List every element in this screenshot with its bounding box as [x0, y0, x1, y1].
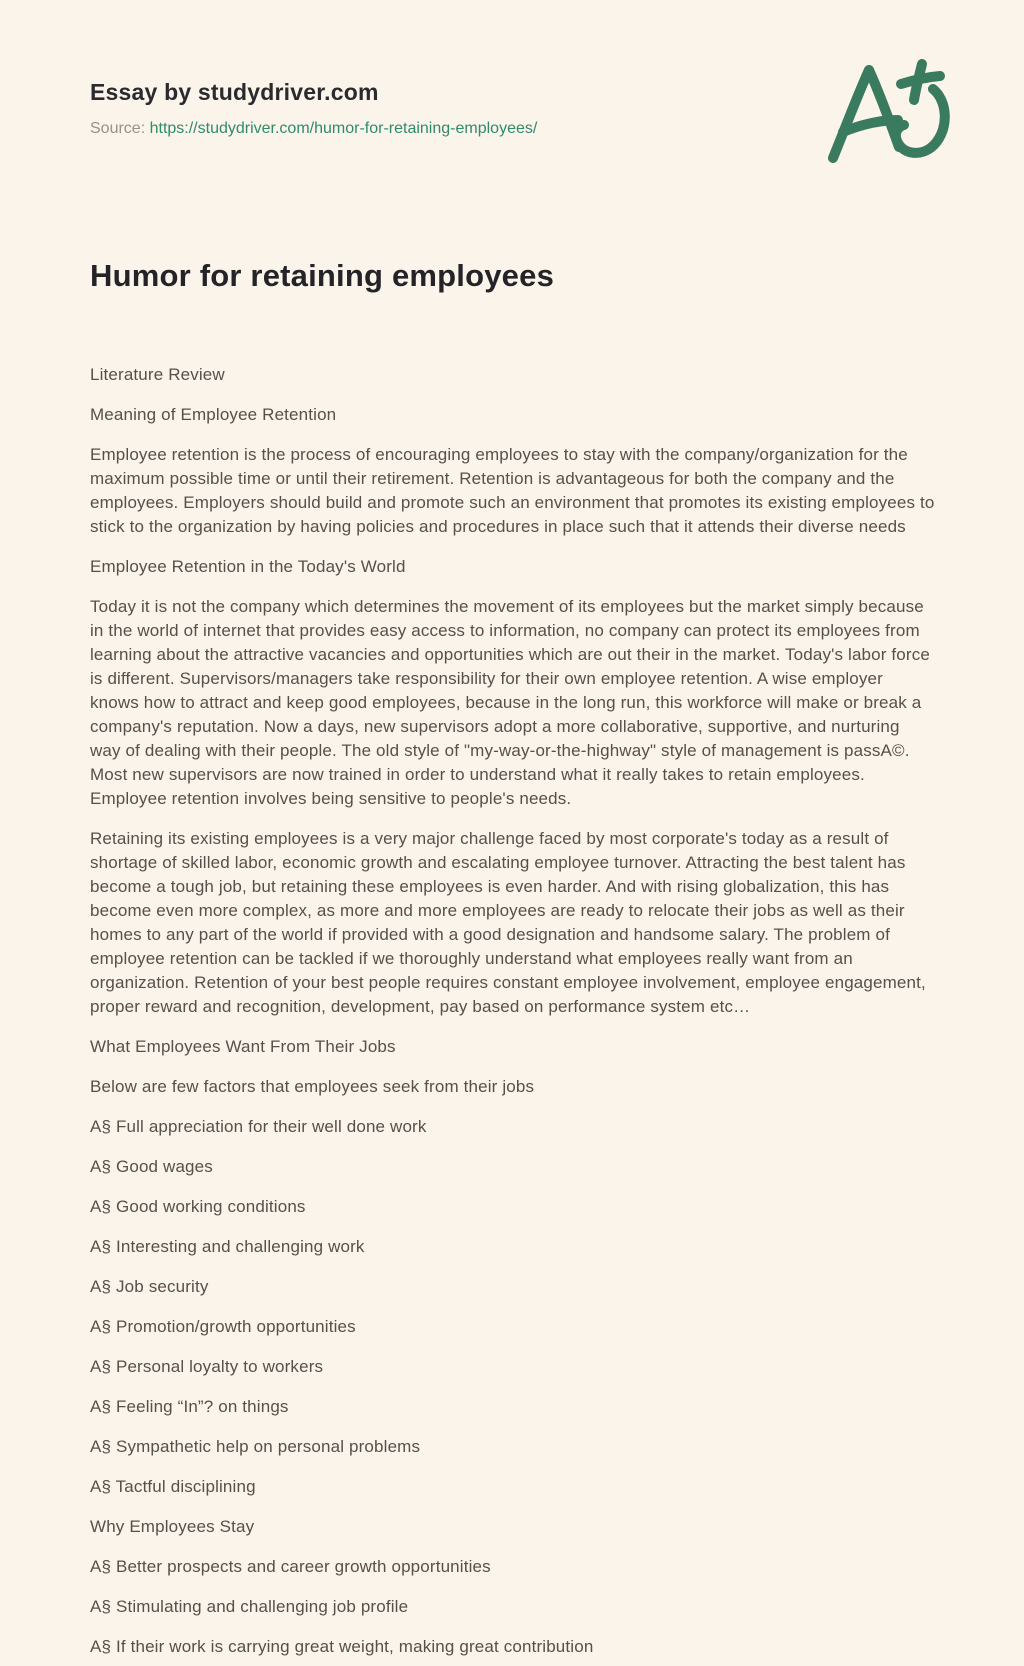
bullet-line: A§ Promotion/growth opportunities	[90, 1317, 356, 1336]
bullet-line: A§ If their work is carrying great weight, making great contribution	[90, 1637, 594, 1656]
bullet-line: A§ Full appreciation for their well done work	[90, 1117, 427, 1136]
bullet-line: A§ Interesting and challenging work	[90, 1237, 365, 1256]
source-link[interactable]: https://studydriver.com/humor-for-retaining-employees/	[149, 120, 538, 137]
a-plus-logo-icon	[824, 56, 956, 168]
paragraph: Today it is not the company which determines the movement of its employees but the market simply because in the world of internet that provides easy access to information, no company can protect its employees from learning about the attractive vacancies and opportunities which are out their in the market. Today's labor force is different. Supervisors/managers take responsibility for their own employee retention. A wise employer knows how to attract and keep good employees, because in the long run, this workforce will make or break a company's reputation. Now a days, new supervisors adopt a more collaborative, supportive, and nurturing way of dealing with their people. The old style of "my-way-or-the-highway" style of management is passA©. Most new supervisors are now trained in order to understand what it really takes to retain employees. Employee retention involves being sensitive to people's needs.	[90, 597, 930, 808]
essay-title: Humor for retaining employees	[90, 258, 555, 293]
section-heading: Employee Retention in the Today's World	[90, 557, 406, 576]
document-header	[90, 78, 935, 139]
section-heading: Literature Review	[90, 365, 225, 384]
bullet-line: A§ Tactful disciplining	[90, 1477, 256, 1496]
bullet-line: A§ Personal loyalty to workers	[90, 1357, 324, 1376]
bullet-line: A§ Sympathetic help on personal problems	[90, 1437, 421, 1456]
section-heading: Meaning of Employee Retention	[90, 405, 337, 424]
section-heading: Below are few factors that employees seek from their jobs	[90, 1077, 535, 1096]
bullet-line: A§ Better prospects and career growth opportunities	[90, 1557, 491, 1576]
paragraph: Retaining its existing employees is a very major challenge faced by most corporate's today as a result of shortage of skilled labor, economic growth and escalating employee turnover. Attracting the best talent has become a tough job, but retaining these employees is even harder. And with rising globalization, this has become even more complex, as more and more employees are ready to relocate their jobs as well as their homes to any part of the world if provided with a good designation and handsome salary. The problem of employee retention can be tackled if we thoroughly understand what employees really want from an organization. Retention of your best people requires constant employee involvement, employee engagement, proper reward and recognition, development, pay based on performance system etc…	[90, 829, 926, 1016]
source-line	[90, 119, 935, 139]
bullet-line: A§ Stimulating and challenging job profile	[90, 1597, 409, 1616]
bullet-line: A§ Good working conditions	[90, 1197, 306, 1216]
site-title: Essay by studydriver.com	[90, 79, 379, 105]
bullet-line: A§ Good wages	[90, 1157, 213, 1176]
bullet-line: A§ Job security	[90, 1277, 209, 1296]
essay-body	[90, 363, 935, 1659]
source-label: Source:	[90, 120, 146, 137]
bullet-line: A§ Feeling “In”? on things	[90, 1397, 289, 1416]
section-heading: Why Employees Stay	[90, 1517, 255, 1536]
section-heading: What Employees Want From Their Jobs	[90, 1037, 396, 1056]
paragraph: Employee retention is the process of encouraging employees to stay with the company/organization for the maximum possible time or until their retirement. Retention is advantageous for both the company and the employees. Employers should build and promote such an environment that promotes its existing employees to stick to the organization by having policies and procedures in place such that it attends their diverse needs	[90, 445, 935, 536]
